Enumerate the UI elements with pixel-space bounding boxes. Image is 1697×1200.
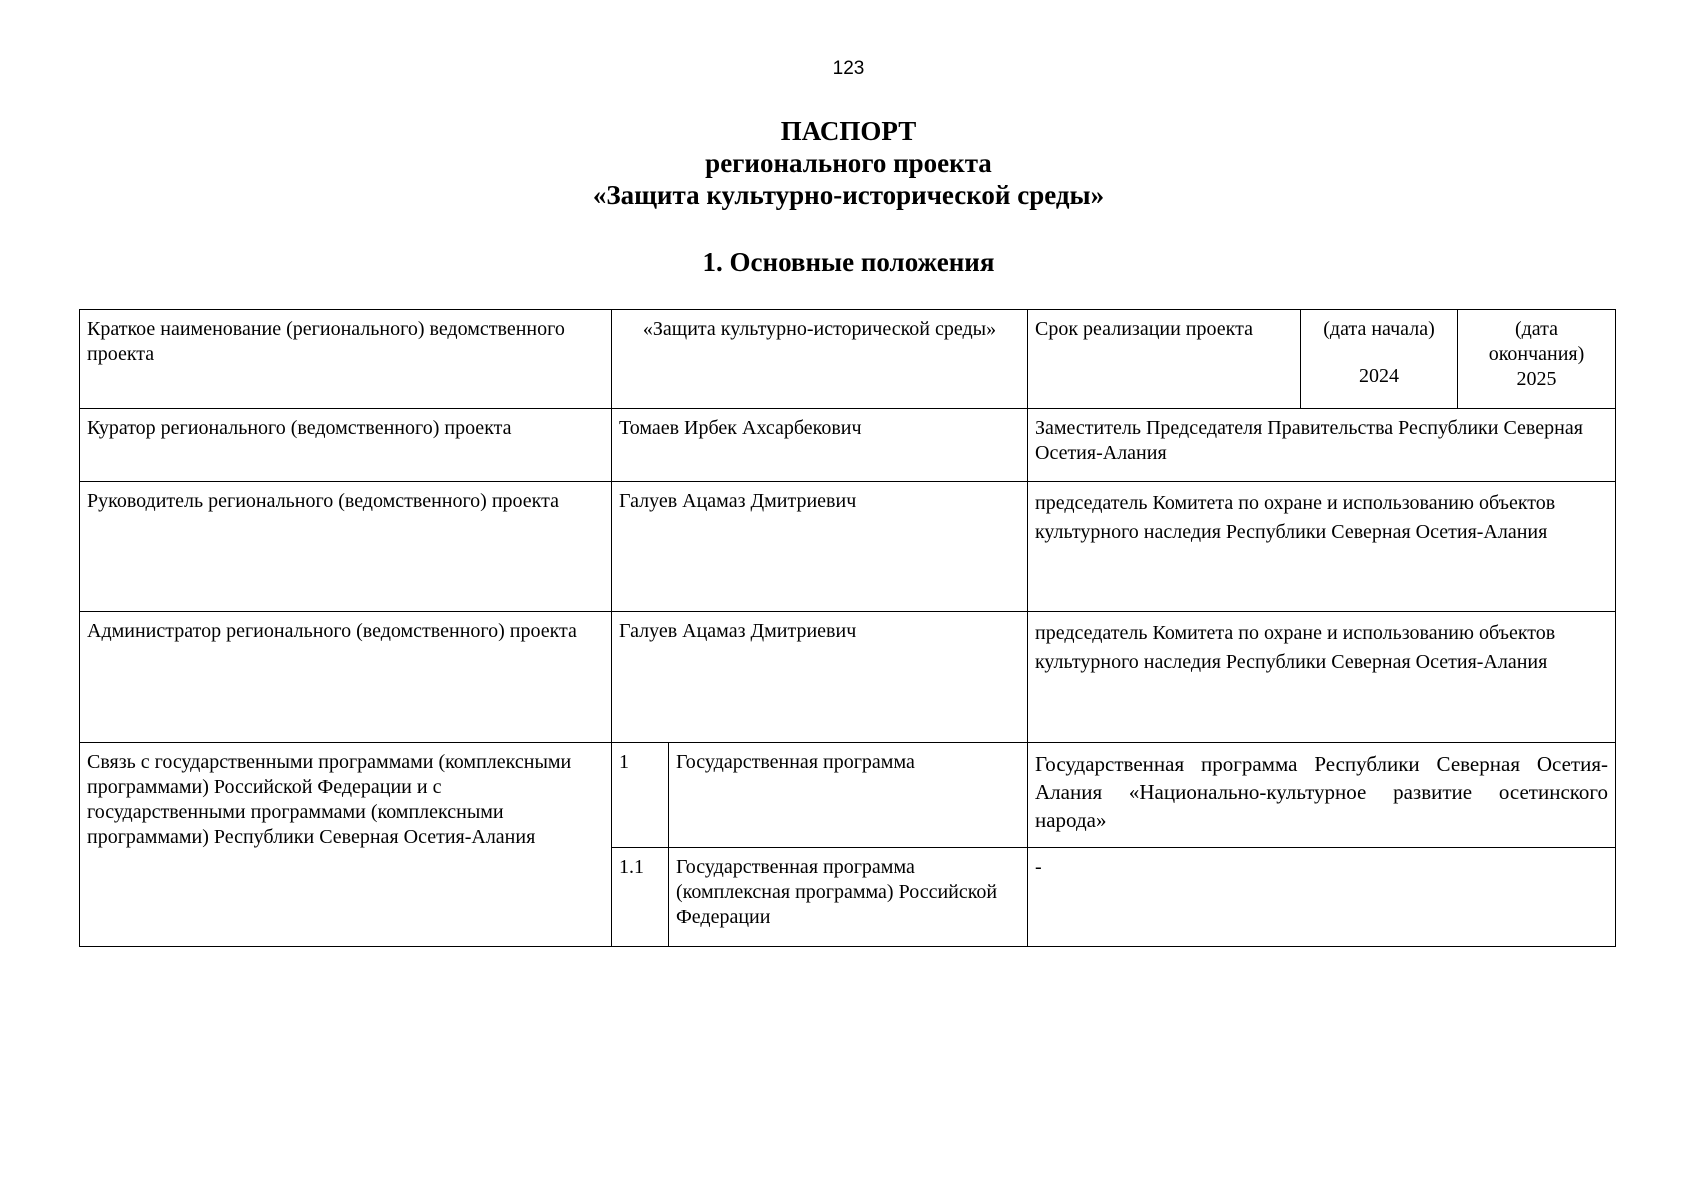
table-row bbox=[80, 612, 1616, 743]
title-line-3: «Защита культурно-исторической среды» bbox=[592, 180, 1105, 210]
start-date-label: (дата начала) bbox=[1323, 318, 1435, 340]
document-title bbox=[0, 115, 1697, 211]
head-name: Галуев Ацамаз Дмитриевич bbox=[612, 482, 1028, 612]
term-label: Срок реализации проекта bbox=[1028, 310, 1301, 409]
curator-label: Куратор регионального (ведомственного) проекта bbox=[80, 409, 612, 482]
page-number: 123 bbox=[832, 58, 865, 79]
table-row bbox=[80, 310, 1616, 409]
end-date-cell bbox=[1458, 310, 1616, 409]
curator-position: Заместитель Председателя Правительства Республики Северная Осетия-Алания bbox=[1028, 409, 1616, 482]
short-name-label: Краткое наименование (регионального) ведомственного проекта bbox=[80, 310, 612, 409]
administrator-name: Галуев Ацамаз Дмитриевич bbox=[612, 612, 1028, 743]
table-row bbox=[80, 409, 1616, 482]
administrator-label: Администратор регионального (ведомственного) проекта bbox=[80, 612, 612, 743]
program-value: Государственная программа Республики Северная Осетия-Алания «Национально-культурное развитие осетинского народа» bbox=[1028, 743, 1616, 848]
program-type: Государственная программа bbox=[669, 743, 1028, 848]
program-value: - bbox=[1028, 848, 1616, 947]
program-number: 1.1 bbox=[612, 848, 669, 947]
title-line-1: ПАСПОРТ bbox=[780, 116, 917, 146]
program-type: Государственная программа (комплексная программа) Российской Федерации bbox=[669, 848, 1028, 947]
program-number: 1 bbox=[612, 743, 669, 848]
head-position: председатель Комитета по охране и использованию объектов культурного наследия Республики Северная Осетия-Алания bbox=[1028, 482, 1616, 612]
start-date-cell bbox=[1301, 310, 1458, 409]
administrator-position: председатель Комитета по охране и использованию объектов культурного наследия Республики Северная Осетия-Алания bbox=[1028, 612, 1616, 743]
table-row bbox=[80, 482, 1616, 612]
short-name-value: «Защита культурно-исторической среды» bbox=[612, 310, 1028, 409]
end-date-value: 2025 bbox=[1516, 368, 1557, 390]
end-date-label: (дата окончания) bbox=[1488, 318, 1585, 365]
table-row bbox=[80, 743, 1616, 848]
programs-label: Связь с государственными программами (комплексными программами) Российской Федерации и с государственными программами (комплексными программами) Республики Северная Осетия-Алания bbox=[80, 743, 612, 947]
section-title: 1. Основные положения bbox=[702, 247, 995, 277]
title-line-2: регионального проекта bbox=[705, 148, 992, 178]
passport-table bbox=[79, 309, 1616, 947]
curator-name: Томаев Ирбек Ахсарбекович bbox=[612, 409, 1028, 482]
start-date-value: 2024 bbox=[1359, 365, 1399, 387]
head-label: Руководитель регионального (ведомственного) проекта bbox=[80, 482, 612, 612]
